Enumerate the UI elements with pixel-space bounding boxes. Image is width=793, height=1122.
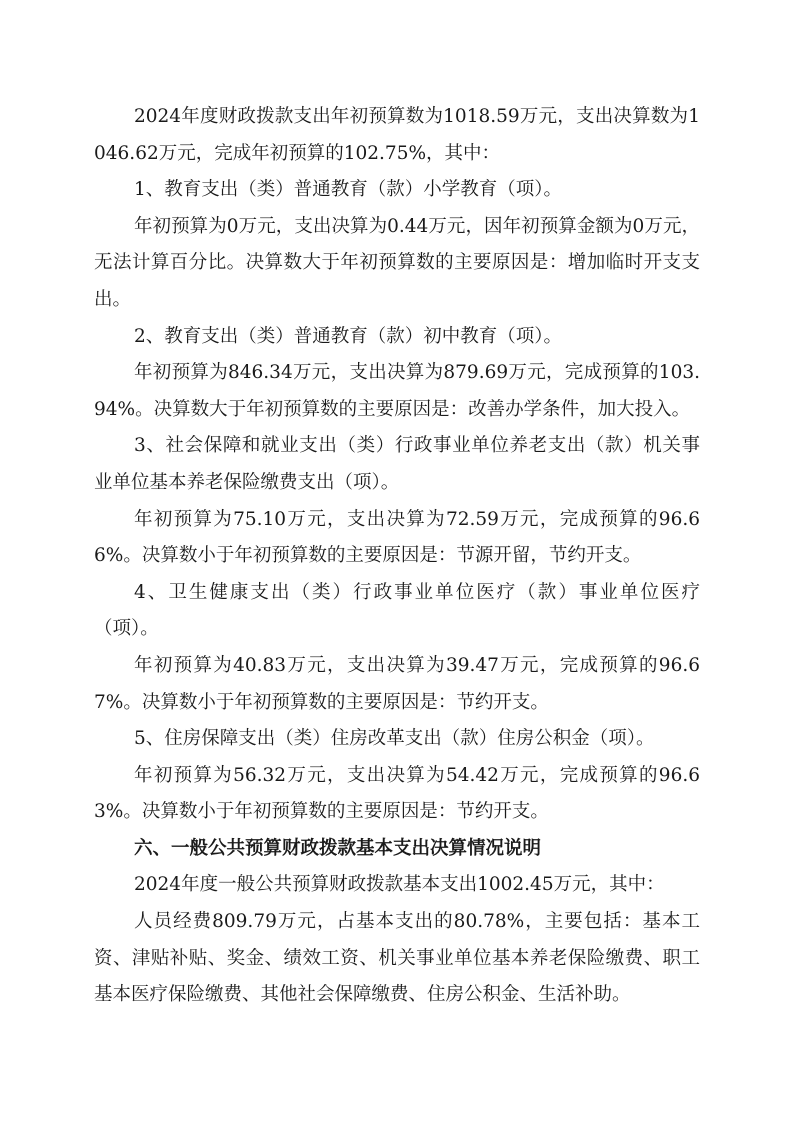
item-5-title: 5、住房保障支出（类）住房改革支出（款）住房公积金（项）。 (134, 728, 655, 750)
item-1-detail: 年初预算为0万元，支出决算为0.44万元，因年初预算金额为0万元，无法计算百分比。决算数大于年初预算数的主要原因是：增加临时开支支出。 (94, 215, 700, 310)
item-4-detail: 年初预算为40.83万元，支出决算为39.47万元，完成预算的96.67%。决算数小于年初预算数的主要原因是：节约开支。 (94, 654, 700, 713)
personnel-expense-paragraph: 人员经费809.79万元，占基本支出的80.78%，主要包括：基本工资、津贴补贴、奖金、绩效工资、机关事业单位基本养老保险缴费、职工基本医疗保险缴费、其他社会保障缴费、住房公积金、生活补助。 (94, 911, 700, 1006)
item-3-detail: 年初预算为75.10万元，支出决算为72.59万元，完成预算的96.66%。决算数小于年初预算数的主要原因是：节源开留，节约开支。 (94, 508, 700, 567)
section-heading: 六、一般公共预算财政拨款基本支出决算情况说明 (134, 837, 542, 859)
item-2-detail: 年初预算为846.34万元，支出决算为879.69万元，完成预算的103.94%。决算数大于年初预算数的主要原因是：改善办学条件，加大投入。 (94, 362, 700, 420)
document-body (94, 99, 700, 1014)
item-4-title: 4、卫生健康支出（类）行政事业单位医疗（款）事业单位医疗（项）。 (94, 581, 700, 640)
item-2-title: 2、教育支出（类）普通教育（款）初中教育（项）。 (134, 325, 563, 347)
summary-paragraph: 2024年度财政拨款支出年初预算数为1018.59万元，支出决算数为1046.62万元，完成年初预算的102.75%，其中： (94, 106, 700, 164)
basic-expenditure-paragraph: 2024年度一般公共预算财政拨款基本支出1002.45万元，其中： (134, 874, 665, 896)
item-3-title: 3、社会保障和就业支出（类）行政事业单位养老支出（款）机关事业单位基本养老保险缴费支出（项）。 (94, 435, 700, 493)
item-5-detail: 年初预算为56.32万元，支出决算为54.42万元，完成预算的96.63%。决算数小于年初预算数的主要原因是：节约开支。 (94, 764, 700, 823)
item-1-title: 1、教育支出（类）普通教育（款）小学教育（项）。 (134, 179, 563, 201)
